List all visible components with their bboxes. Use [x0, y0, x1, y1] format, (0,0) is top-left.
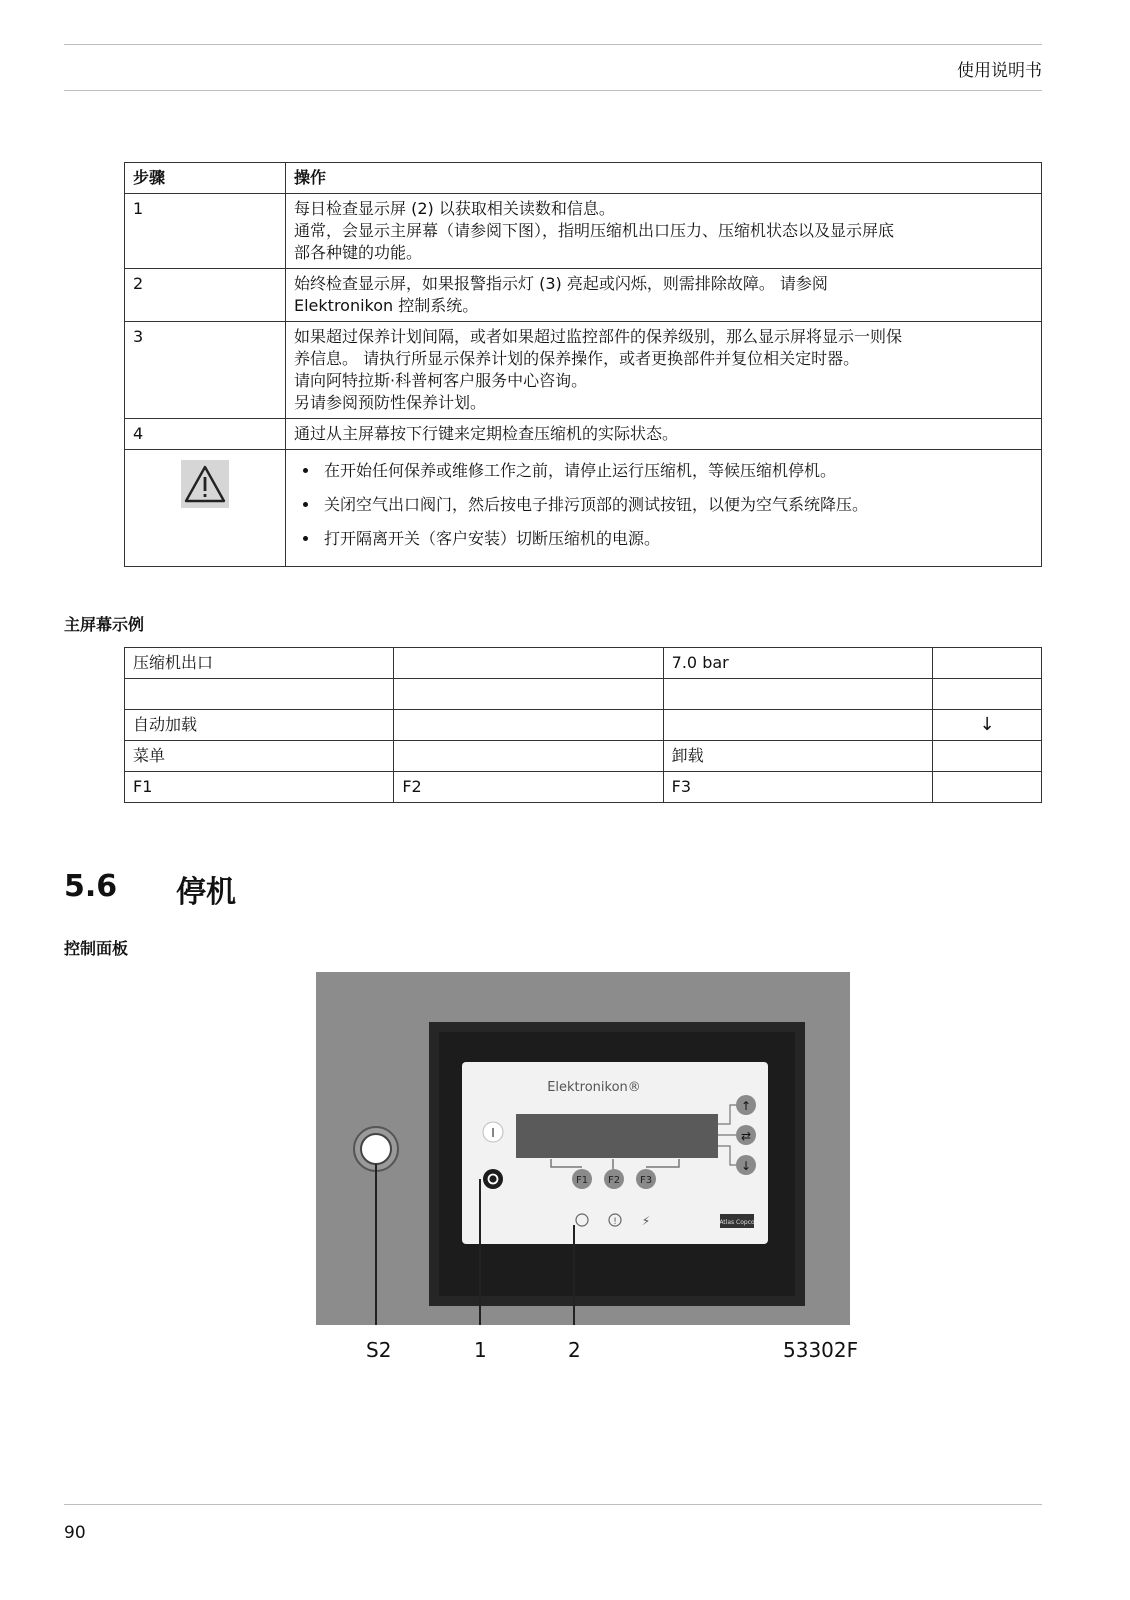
step-action [286, 419, 1042, 450]
callout-label-1: 1 [474, 1338, 487, 1362]
action-line: 请向阿特拉斯·科普柯客户服务中心咨询。 [294, 371, 588, 390]
step-action [286, 194, 1042, 269]
main-screen-heading: 主屏幕示例 [64, 615, 145, 634]
steps-table [124, 162, 1042, 567]
action-line: Elektronikon 控制系统。 [294, 296, 479, 315]
action-line: 通常，会显示主屏幕（请参阅下图），指明压缩机出口压力、压缩机状态以及显示屏底 [294, 221, 895, 240]
svg-text:↓: ↓ [740, 1159, 752, 1173]
start-button-label: I [491, 1126, 495, 1140]
step-action [286, 322, 1042, 419]
brand-text: Elektronikon® [547, 1080, 641, 1095]
step-number: 3 [125, 322, 286, 419]
action-line: 始终检查显示屏，如果报警指示灯 (3) 亮起或闪烁，则需排除故障。 请参阅 [294, 274, 828, 293]
warning-item: • 在开始任何保养或维修工作之前，请停止运行压缩机，等候压缩机停机。 [320, 460, 1033, 482]
svg-text:Atlas Copco: Atlas Copco [719, 1219, 755, 1226]
step-action [286, 269, 1042, 322]
step-number: 1 [125, 194, 286, 269]
power-indicator-icon: ⚡ [641, 1214, 651, 1228]
screen-cell: F2 [394, 772, 663, 803]
screen-cell [394, 741, 663, 772]
table-row [125, 710, 1042, 741]
screen-cell [394, 679, 663, 710]
warning-list-cell [286, 450, 1042, 567]
screen-cell [394, 710, 663, 741]
screen-cell [125, 679, 394, 710]
section-number: 5.6 [64, 869, 118, 904]
warning-item: • 关闭空气出口阀门，然后按电子排污顶部的测试按钮，以便为空气系统降压。 [320, 494, 1033, 516]
screen-cell [933, 648, 1042, 679]
warning-icon-cell [125, 450, 286, 567]
footer-rule [64, 1504, 1042, 1505]
screen-cell [933, 679, 1042, 710]
action-line: 养信息。 请执行所显示保养计划的保养操作，或者更换部件并复位相关定时器。 [294, 349, 860, 368]
f3-key-label: F3 [639, 1175, 653, 1186]
action-line: 部各种键的功能。 [294, 243, 423, 262]
screen-cell: F1 [125, 772, 394, 803]
f2-key-label: F2 [607, 1175, 621, 1186]
f1-key-label: F1 [575, 1175, 589, 1186]
screen-cell: 自动加载 [125, 710, 394, 741]
step-column-header: 步骤 [125, 163, 286, 194]
warning-item: • 打开隔离开关（客户安装）切断压缩机的电源。 [320, 528, 1033, 550]
table-header-row [125, 163, 1042, 194]
document-title: 使用说明书 [957, 61, 1042, 81]
screen-cell [663, 679, 932, 710]
section-title: 停机 [176, 875, 236, 910]
callout-label-s2: S2 [366, 1338, 392, 1362]
screen-cell: 卸载 [663, 741, 932, 772]
screen-cell [933, 741, 1042, 772]
screen-cell [933, 772, 1042, 803]
step-number: 2 [125, 269, 286, 322]
figure-id: 53302F [783, 1338, 859, 1362]
action-line: 另请参阅预防性保养计划。 [294, 393, 487, 412]
screen-cell [663, 710, 932, 741]
down-arrow-icon: ↓ [933, 710, 1042, 741]
table-row [125, 269, 1042, 322]
warning-triangle-icon [181, 460, 229, 508]
svg-text:!: ! [613, 1217, 617, 1227]
table-row [125, 772, 1042, 803]
table-row [125, 741, 1042, 772]
screen-cell: F3 [663, 772, 932, 803]
screen-cell: 菜单 [125, 741, 394, 772]
display-window [516, 1114, 718, 1158]
header-rule-bottom [64, 90, 1042, 91]
control-panel-photo [316, 972, 850, 1325]
page-number: 90 [64, 1523, 86, 1543]
callout-label-2: 2 [568, 1338, 581, 1362]
header-rule-top [64, 44, 1042, 45]
step-number: 4 [125, 419, 286, 450]
table-row [125, 322, 1042, 419]
table-row [125, 419, 1042, 450]
action-line: 如果超过保养计划间隔，或者如果超过监控部件的保养级别，那么显示屏将显示一则保 [294, 327, 903, 346]
warning-row [125, 450, 1042, 567]
warning-list [294, 460, 1033, 550]
action-column-header: 操作 [286, 163, 1042, 194]
screen-cell: 7.0 bar [663, 648, 932, 679]
svg-text:⇄: ⇄ [740, 1129, 752, 1143]
table-row [125, 648, 1042, 679]
screen-cell [394, 648, 663, 679]
action-line: 每日检查显示屏 (2) 以获取相关读数和信息。 [294, 199, 615, 218]
svg-text:↑: ↑ [740, 1099, 752, 1113]
main-screen-table [124, 647, 1042, 803]
table-row [125, 679, 1042, 710]
stop-button [483, 1169, 503, 1189]
action-line: 通过从主屏幕按下行键来定期检查压缩机的实际状态。 [294, 424, 679, 443]
screen-cell: 压缩机出口 [125, 648, 394, 679]
table-row [125, 194, 1042, 269]
control-panel-heading: 控制面板 [64, 939, 129, 958]
